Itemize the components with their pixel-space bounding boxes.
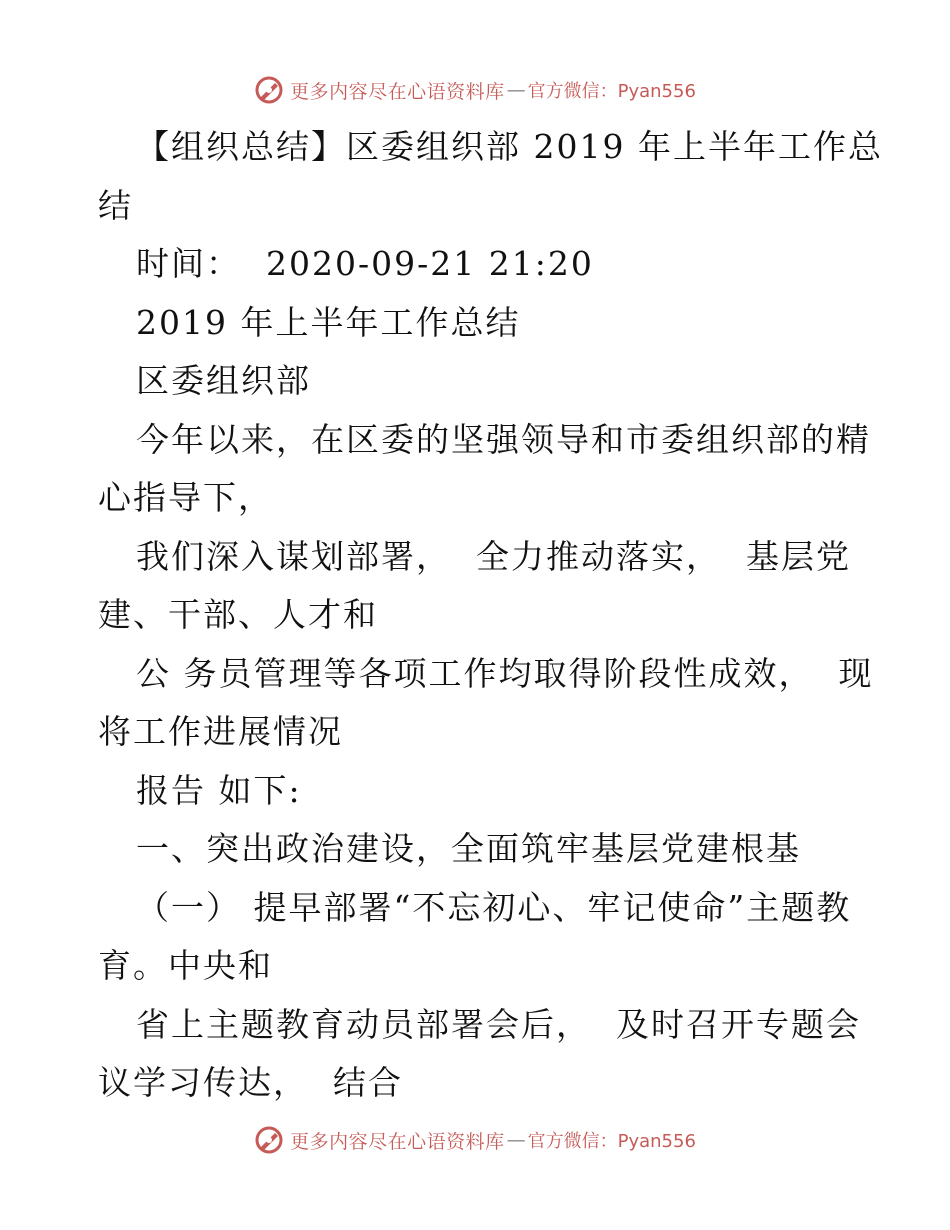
banner-dash: — <box>506 79 526 101</box>
paragraph-line: 我们深入谋划部署， 全力推动落实， 基层党 <box>136 536 851 576</box>
paragraph-line: 将工作进展情况 <box>98 712 343 751</box>
subtitle: 2019 年上半年工作总结 <box>136 302 521 342</box>
section-heading: 一、突出政治建设，全面筑牢基层党建根基 <box>136 829 801 868</box>
banner-wechat-text: 官方微信：Pyan556 <box>527 1131 696 1152</box>
time-line: 时间： 2020-09-21 21:20 <box>136 244 594 283</box>
banner-wechat-text: 官方微信：Pyan556 <box>527 81 696 102</box>
subsection-heading: （一） 提早部署“不忘初心、牢记使命”主题教 <box>136 887 852 927</box>
document-title: 【组织总结】区委组织部 2019 年上半年工作总 <box>136 127 883 166</box>
footer-banner <box>0 1120 950 1160</box>
red-pen-logo-icon <box>254 1125 284 1155</box>
banner-main-text: 更多内容尽在心语资料库 <box>290 1130 505 1153</box>
paragraph-line: 报告 如下: <box>136 770 302 810</box>
paragraph-line: 心指导下， <box>98 478 273 517</box>
red-pen-logo-icon <box>254 75 284 105</box>
banner-dash: — <box>506 1129 526 1151</box>
header-banner <box>0 70 950 110</box>
document-title-cont: 结 <box>98 185 133 225</box>
document-body <box>98 118 883 1113</box>
paragraph-line: 省上主题教育动员部署会后， 及时召开专题会 <box>136 1004 861 1044</box>
paragraph-line: 今年以来，在区委的坚强领导和市委组织部的精 <box>136 419 871 459</box>
banner-main-text: 更多内容尽在心语资料库 <box>290 80 505 103</box>
paragraph-line: 建、干部、人才和 <box>98 595 378 634</box>
paragraph-line: 议学习传达， 结合 <box>98 1063 403 1102</box>
department-line: 区委组织部 <box>136 361 311 400</box>
paragraph-line: 公 务员管理等各项工作均取得阶段性成效， 现 <box>136 653 874 693</box>
paragraph-line: 育。中央和 <box>98 946 273 985</box>
